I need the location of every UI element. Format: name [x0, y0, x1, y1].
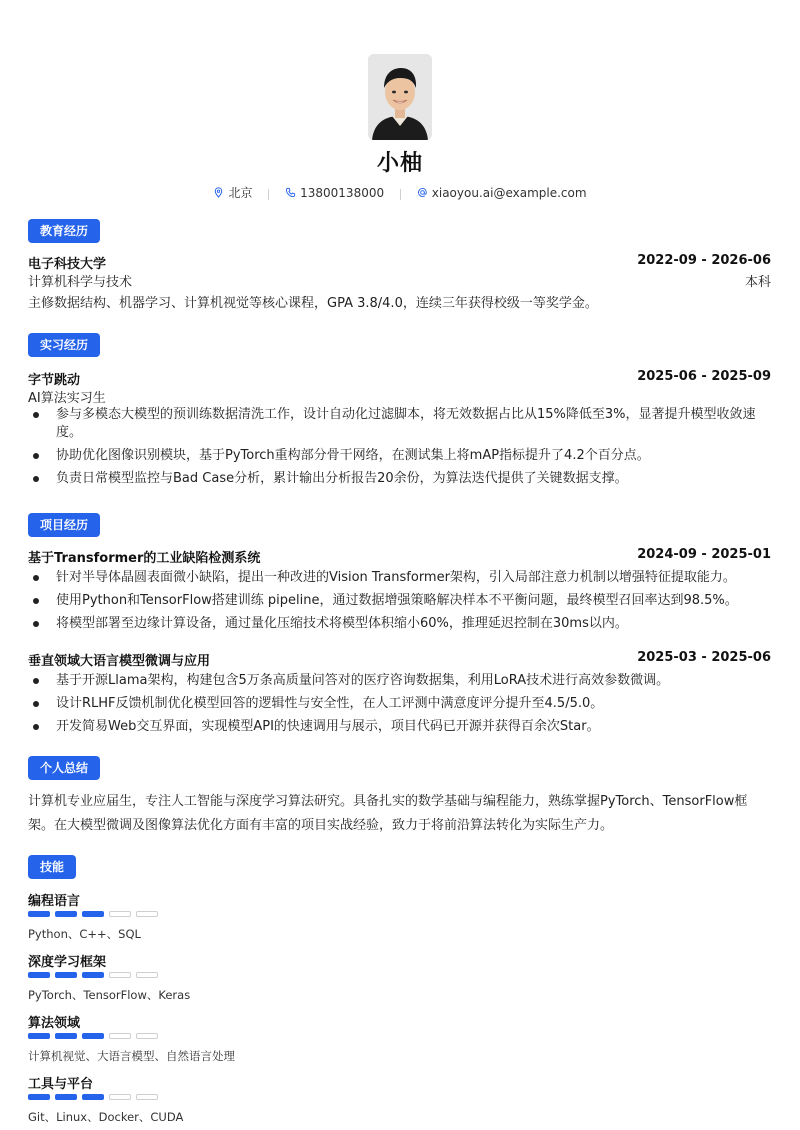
- internship-role: AI算法实习生: [28, 391, 106, 406]
- email-text[interactable]: xiaoyou.ai@example.com: [431, 185, 587, 200]
- skill-segment-empty: [136, 911, 158, 917]
- section-badge-internship: 实习经历: [28, 333, 100, 357]
- project-name: 垂直领域大语言模型微调与应用: [28, 654, 211, 669]
- skill-description: PyTorch、TensorFlow、Keras: [28, 988, 191, 1002]
- phone-icon: [285, 187, 296, 198]
- section-badge-summary: 个人总结: [28, 756, 100, 780]
- internship-header: [28, 369, 771, 388]
- skill-segment-empty: [136, 1094, 158, 1100]
- internship-period: 2025-06 - 2025-09: [637, 369, 771, 384]
- contact-divider: [268, 189, 269, 200]
- list-item: 参与多模态大模型的预训练数据清洗工作，设计自动化过滤脚本，将无效数据占比从15%降低至3%，显著提升模型收敛速度。: [28, 406, 771, 442]
- skill-level-bar: [28, 911, 158, 917]
- skill-segment-empty: [109, 972, 131, 978]
- section-badge-projects: 项目经历: [28, 513, 100, 537]
- contact-divider: [400, 189, 401, 200]
- skill-segment-filled: [55, 1094, 77, 1100]
- project-2-bullets: [28, 672, 771, 741]
- contact-email: [417, 186, 587, 200]
- phone-text[interactable]: 13800138000: [300, 185, 385, 200]
- skill-segment-filled: [28, 1094, 50, 1100]
- candidate-name: 小柚: [376, 151, 423, 176]
- skill-segment-filled: [82, 972, 104, 978]
- education-subheader: [28, 271, 771, 290]
- education-description: 主修数据结构、机器学习、计算机视觉等核心课程，GPA 3.8/4.0，连续三年获得校级一等奖学金。: [28, 296, 598, 311]
- school-name: 电子科技大学: [28, 257, 107, 272]
- project-1-header: [28, 547, 771, 566]
- skill-level-bar: [28, 1033, 158, 1039]
- skill-name: 编程语言: [28, 894, 81, 909]
- skill-segment-filled: [28, 911, 50, 917]
- skill-segment-filled: [82, 1094, 104, 1100]
- skill-segment-empty: [136, 1033, 158, 1039]
- skill-segment-filled: [28, 972, 50, 978]
- internship-bullets: [28, 406, 771, 493]
- location-text: 北京: [228, 186, 253, 200]
- project-1-bullets: [28, 569, 771, 638]
- skill-segment-empty: [109, 911, 131, 917]
- skill-segment-filled: [82, 1033, 104, 1039]
- skill-name: 算法领域: [28, 1016, 81, 1031]
- list-item: 开发简易Web交互界面，实现模型API的快速调用与展示，项目代码已开源并获得百余次Star。: [28, 718, 771, 736]
- education-period: 2022-09 - 2026-06: [637, 253, 771, 268]
- skill-name: 深度学习框架: [28, 955, 107, 970]
- skill-segment-filled: [55, 911, 77, 917]
- project-period: 2025-03 - 2025-06: [637, 650, 771, 665]
- major: 计算机科学与技术: [28, 275, 133, 290]
- skill-segment-filled: [28, 1033, 50, 1039]
- skill-level-bar: [28, 1094, 158, 1100]
- list-item: 将模型部署至边缘计算设备，通过量化压缩技术将模型体积缩小60%，推理延迟控制在30ms以内。: [28, 615, 771, 633]
- skill-segment-empty: [109, 1094, 131, 1100]
- project-period: 2024-09 - 2025-01: [637, 547, 771, 562]
- location-pin-icon: [213, 187, 224, 198]
- section-badge-skills: 技能: [28, 855, 76, 879]
- at-sign-icon: [417, 187, 428, 198]
- skill-segment-filled: [55, 972, 77, 978]
- contact-phone: [285, 186, 384, 200]
- education-header: [28, 253, 771, 272]
- skill-segment-empty: [109, 1033, 131, 1039]
- company-name: 字节跳动: [28, 373, 81, 388]
- skill-description: Git、Linux、Docker、CUDA: [28, 1110, 184, 1124]
- skill-segment-empty: [136, 972, 158, 978]
- list-item: 设计RLHF反馈机制优化模型回答的逻辑性与安全性，在人工评测中满意度评分提升至4.5/5.0。: [28, 695, 771, 713]
- skill-description: Python、C++、SQL: [28, 927, 141, 941]
- skill-name: 工具与平台: [28, 1077, 94, 1092]
- list-item: 针对半导体晶圆表面微小缺陷，提出一种改进的Vision Transformer架构，引入局部注意力机制以增强特征提取能力。: [28, 569, 771, 587]
- contact-info: [0, 184, 800, 201]
- list-item: 使用Python和TensorFlow搭建训练 pipeline，通过数据增强策略解决样本不平衡问题，最终模型召回率达到98.5%。: [28, 592, 771, 610]
- project-name: 基于Transformer的工业缺陷检测系统: [28, 551, 261, 566]
- contact-location: [213, 184, 252, 201]
- list-item: 基于开源Llama架构，构建包含5万条高质量问答对的医疗咨询数据集，利用LoRA技术进行高效参数微调。: [28, 672, 771, 690]
- list-item: 协助优化图像识别模块，基于PyTorch重构部分骨干网络，在测试集上将mAP指标提升了4.2个百分点。: [28, 447, 771, 465]
- avatar: [368, 54, 432, 140]
- internship-subheader: [28, 387, 771, 406]
- summary-text: 计算机专业应届生，专注人工智能与深度学习算法研究。具备扎实的数学基础与编程能力，熟练掌握PyTorch、TensorFlow框架。在大模型微调及图像算法优化方面有丰富的项目实战经验，致力于将前沿算法转化为实际生产力。: [28, 794, 748, 833]
- skill-description: 计算机视觉、大语言模型、自然语言处理: [28, 1049, 235, 1063]
- section-badge-education: 教育经历: [28, 219, 100, 243]
- skill-segment-filled: [82, 911, 104, 917]
- project-2-header: [28, 650, 771, 669]
- list-item: 负责日常模型监控与Bad Case分析，累计输出分析报告20余份，为算法迭代提供了关键数据支撑。: [28, 470, 771, 488]
- skill-segment-filled: [55, 1033, 77, 1039]
- skill-level-bar: [28, 972, 158, 978]
- degree: 本科: [744, 275, 771, 290]
- avatar-photo-icon: [368, 54, 432, 140]
